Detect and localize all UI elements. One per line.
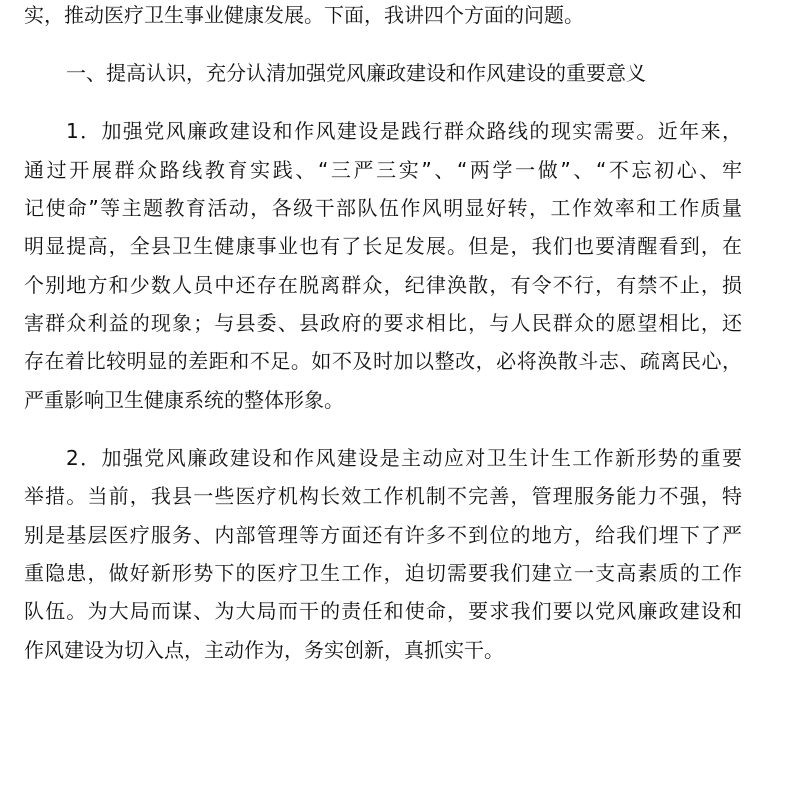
paragraph-line: 个别地方和少数人员中还存在脱离群众，纪律涣散，有令不行，有禁不止，损: [24, 273, 742, 297]
paragraph-line: 记使命”等主题教育活动，各级干部队伍作风明显好转，工作效率和工作质量: [24, 196, 742, 220]
paragraph-line: 1．加强党风廉政建设和作风建设是践行群众路线的现实需要。近年来，: [66, 119, 742, 143]
paragraph-line: 重隐患，做好新形势下的医疗卫生工作，迫切需要我们建立一支高素质的工作: [24, 561, 742, 585]
paragraph-line: 严重影响卫生健康系统的整体形象。: [24, 388, 344, 412]
paragraph-line: 队伍。为大局而谋、为大局而干的责任和使命，要求我们要以党风廉政建设和: [24, 599, 742, 623]
paragraph-line: 2．加强党风廉政建设和作风建设是主动应对卫生计生工作新形势的重要: [66, 446, 742, 470]
paragraph-line: 举措。当前，我县一些医疗机构长效工作机制不完善，管理服务能力不强，特: [24, 484, 742, 508]
intro-paragraph-end: 实，推动医疗卫生事业健康发展。下面，我讲四个方面的问题。: [24, 3, 584, 27]
paragraph-line: 通过开展群众路线教育实践、“三严三实”、“两学一做”、“不忘初心、牢: [24, 158, 742, 182]
paragraph-line: 存在着比较明显的差距和不足。如不及时加以整改，必将涣散斗志、疏离民心，: [24, 349, 742, 373]
paragraph-line: 作风建设为切入点，主动作为，务实创新，真抓实干。: [24, 638, 504, 662]
section-heading: 一、提高认识，充分认清加强党风廉政建设和作风建设的重要意义: [66, 61, 646, 85]
paragraph-line: 别是基层医疗服务、内部管理等方面还有许多不到位的地方，给我们埋下了严: [24, 523, 742, 547]
paragraph-line: 明显提高，全县卫生健康事业也有了长足发展。但是，我们也要清醒看到，在: [24, 234, 742, 258]
paragraph-line: 害群众利益的现象；与县委、县政府的要求相比，与人民群众的愿望相比，还: [24, 311, 742, 335]
